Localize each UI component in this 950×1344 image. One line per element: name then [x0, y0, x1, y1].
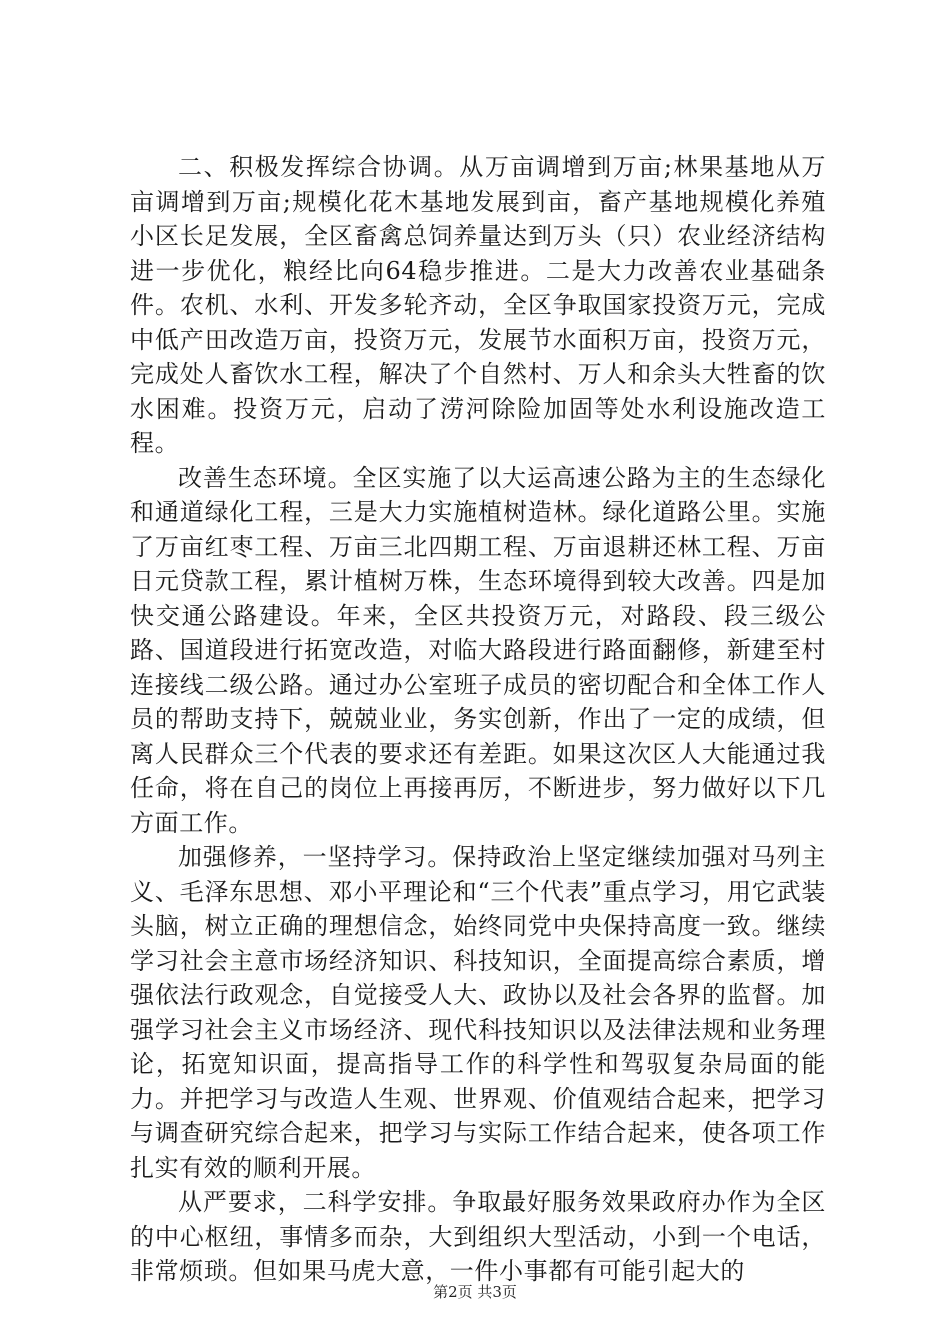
body-paragraph: 从严要求，二科学安排。争取最好服务效果政府办作为全区的中心枢纽，事情多而杂，大到组织大型活动，小到一个电话，非常烦琐。但如果马虎大意，一件小事都有可能引起大的 — [130, 1188, 826, 1285]
page-number-footer: 第2页 共3页 — [433, 1283, 517, 1301]
body-paragraph: 加强修养，一坚持学习。保持政治上坚定继续加强对马列主义、毛泽东思想、邓小平理论和“三个代表”重点学习，用它武装头脑，树立正确的理想信念，始终同党中央保持高度一致。继续学习社会主意市场经济知识、科技知识，全面提高综合素质，增强依法行政观念，自觉接受人大、政协以及社会各界的监督。加强学习社会主义市场经济、现代科技知识以及法律法规和业务理论，拓宽知识面，提高指导工作的科学性和驾驭复杂局面的能力。并把学习与改造人生观、世界观、价值观结合起来，把学习与调查研究综合起来，把学习与实际工作结合起来，使各项工作扎实有效的顺利开展。 — [130, 843, 826, 1182]
document-body — [130, 150, 826, 1289]
body-paragraph: 改善生态环境。全区实施了以大运高速公路为主的生态绿化和通道绿化工程，三是大力实施植树造林。绿化道路公里。实施了万亩红枣工程、万亩三北四期工程、万亩退耕还林工程、万亩日元贷款工程，累计植树万株，生态环境得到较大改善。四是加快交通公路建设。年来，全区共投资万元，对路段、段三级公路、国道段进行拓宽改造，对临大路段进行路面翻修，新建至村连接线二级公路。通过办公室班子成员的密切配合和全体工作人员的帮助支持下，兢兢业业，务实创新，作出了一定的成绩，但离人民群众三个代表的要求还有差距。如果这次区人大能通过我任命，将在自己的岗位上再接再厉，不断进步，努力做好以下几方面工作。 — [130, 463, 826, 837]
body-paragraph: 二、积极发挥综合协调。从万亩调增到万亩;林果基地从万亩调增到万亩;规模化花木基地发展到亩，畜产基地规模化养殖小区长足发展，全区畜禽总饲养量达到万头（只）农业经济结构进一步优化，粮经比向64稳步推进。二是大力改善农业基础条件。农机、水利、开发多轮齐动，全区争取国家投资万元，完成中低产田改造万亩，投资万元，发展节水面积万亩，投资万元，完成处人畜饮水工程，解决了个自然村、万人和余头大牲畜的饮水困难。投资万元，启动了涝河除险加固等处水利设施改造工程。 — [130, 153, 826, 457]
